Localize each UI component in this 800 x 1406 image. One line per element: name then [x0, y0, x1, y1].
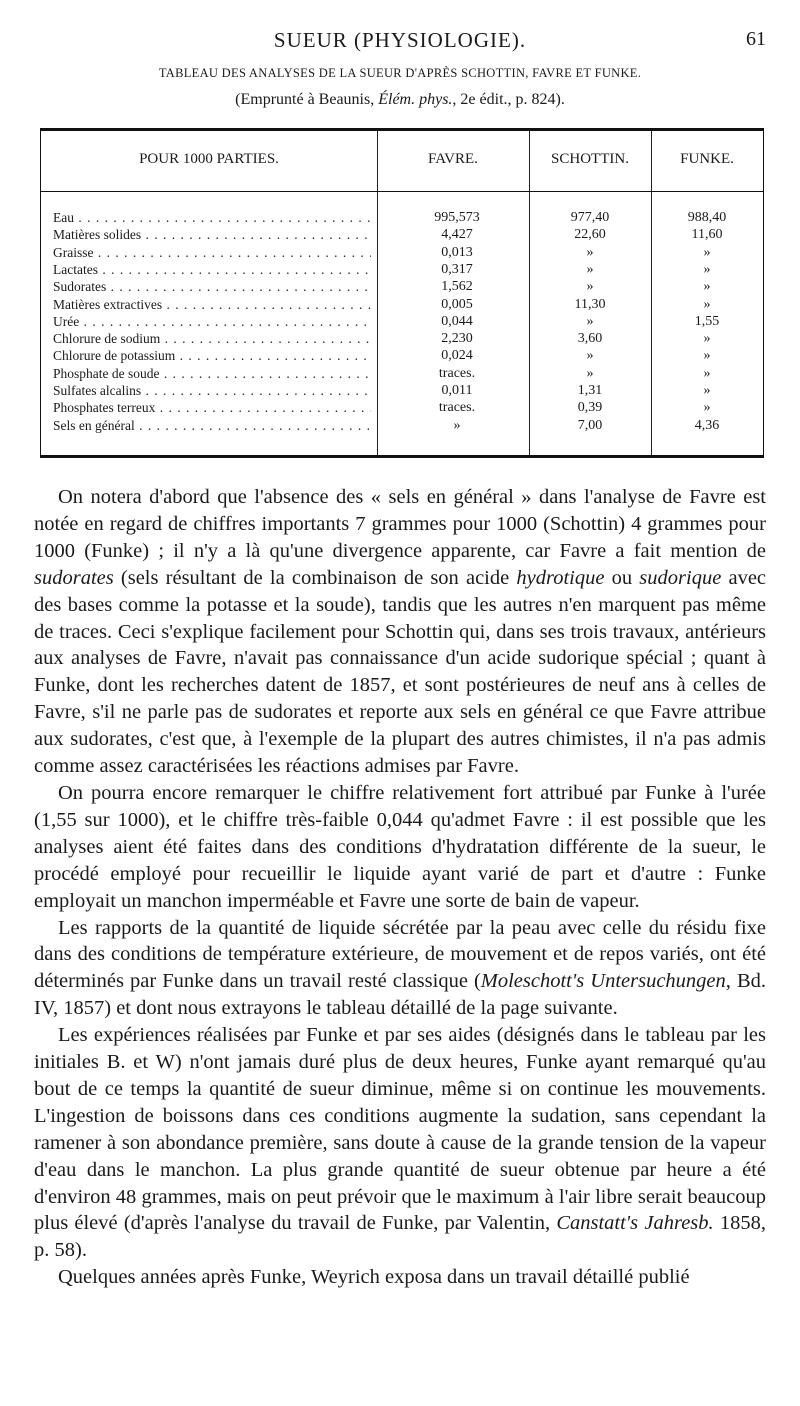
italic-term: hydrotique	[516, 566, 605, 589]
table-source-italic: Élém. phys.	[378, 91, 453, 108]
table-row	[41, 399, 763, 416]
table-row	[41, 278, 763, 295]
value-funke: »	[703, 365, 711, 381]
value-favre: 4,427	[441, 227, 473, 243]
text-run: ou	[604, 566, 640, 589]
column-header-favre: FAVRE.	[428, 151, 478, 167]
value-funke: 988,40	[687, 210, 727, 225]
row-label: Sudorates . . .	[53, 278, 371, 295]
value-schottin: 977,40	[570, 210, 610, 225]
column-header-parts: POUR 1000 PARTIES.	[139, 151, 279, 167]
value-schottin: »	[586, 313, 594, 329]
value-schottin: »	[586, 244, 594, 260]
row-label: Phosphate de soude . . .	[53, 365, 371, 382]
paragraph-4	[34, 1022, 766, 1264]
value-schottin: 3,60	[577, 331, 603, 347]
analysis-table	[40, 128, 764, 458]
value-schottin: »	[586, 261, 594, 277]
header-rule	[41, 191, 763, 192]
value-favre: 995,573	[434, 210, 480, 225]
italic-term: sudorates	[34, 566, 114, 589]
row-label: Matières extractives . . .	[53, 296, 371, 313]
value-favre: 0,024	[441, 348, 473, 364]
value-favre: traces.	[438, 365, 476, 381]
table-row	[41, 417, 763, 434]
value-favre: traces.	[438, 400, 476, 416]
table-row	[41, 226, 763, 243]
paragraph-1	[34, 484, 766, 780]
column-header-funke: FUNKE.	[680, 151, 734, 167]
value-favre: 0,013	[441, 244, 473, 260]
row-label: Chlorure de sodium . . .	[53, 330, 371, 347]
table-source-prefix: (Emprunté à Beaunis,	[235, 91, 379, 108]
table-source	[0, 91, 800, 109]
value-schottin: »	[586, 279, 594, 295]
value-favre: 1,562	[441, 279, 473, 295]
value-favre: 0,044	[441, 313, 473, 329]
table-row	[41, 209, 763, 226]
page-header	[0, 28, 800, 58]
text-run: , Bd. IV, 1857) et dont nous extrayons le tableau détaillé de la page suivante.	[34, 970, 766, 1020]
table-row	[41, 347, 763, 364]
table-source-suffix: , 2e édit., p. 824).	[452, 91, 565, 108]
running-title: SUEUR (PHYSIOLOGIE).	[273, 28, 527, 52]
value-schottin: 11,30	[574, 296, 606, 312]
text-run: Les rapports de la quantité de liquide sécrétée par la peau avec celle du résidu fixe dans des conditions de température extérieure, de mouvement et de repos variés, ont été déterminés par Funke dans un travail resté classique (	[34, 916, 766, 993]
value-schottin: »	[586, 365, 594, 381]
value-funke: »	[703, 331, 711, 347]
italic-term: sudorique	[639, 566, 722, 589]
table-row	[41, 244, 763, 261]
value-schottin: »	[586, 348, 594, 364]
value-funke: »	[703, 348, 711, 364]
paragraph-5: Quelques années après Funke, Weyrich exposa dans un travail détaillé publié	[58, 1266, 690, 1289]
row-label: Chlorure de potassium . . .	[53, 347, 371, 364]
value-funke: 1,55	[694, 313, 720, 329]
value-schottin: 1,31	[577, 383, 603, 398]
text-run: On notera d'abord que l'absence des « sels en général » dans l'analyse de Favre est notée en regard de chiffres importants 7 grammes pour 1000 (Schottin) 4 grammes pour 1000 (Funke) ; il n'y a là qu'une divergence apparente, car Favre a fait mention de	[34, 486, 766, 562]
value-funke: »	[703, 244, 711, 260]
value-schottin: 22,60	[574, 227, 606, 243]
text-run: avec des bases comme la potasse et la soude), tandis que les autres n'en marquent pas même de traces. Ceci s'explique facilement pour Schottin qui, dans ses trois travaux, antérieurs aux analyses de Favre, n'avait pas connaissance d'un acide sudorique spécial ; quant à Funke, dont les recherches datent de 1857, et sont postérieures de neuf ans à celles de Favre, s'il ne parle pas de sudorates et reporte aux sels en général ce que Favre attribue aux sudorates, c'est que, à l'exemple de la plupart des autres chimistes, il n'a pas admis comme assez caractérisées les réactions admises par Favre.	[34, 566, 767, 778]
italic-citation: Canstatt's Jahresb.	[556, 1212, 714, 1235]
row-label: Lactates . . .	[53, 261, 371, 278]
paragraph-3	[34, 915, 766, 1023]
value-funke: »	[703, 261, 711, 277]
row-label: Graisse . . .	[53, 244, 371, 261]
table-row	[41, 261, 763, 278]
text-run: (sels résultant de la combinaison de son acide	[113, 566, 517, 589]
value-favre: 0,005	[441, 296, 473, 312]
row-label: Sels en général . . .	[53, 417, 371, 434]
value-funke: »	[703, 296, 711, 312]
table-row	[41, 313, 763, 330]
value-favre: 0,011	[441, 383, 473, 398]
text-run: 1858, p. 58).	[34, 1212, 766, 1262]
body-text	[34, 484, 766, 1291]
row-label: Phosphates terreux . . .	[53, 399, 371, 416]
table-caption: TABLEAU DES ANALYSES DE LA SUEUR D'APRÈS SCHOTTIN, FAVRE ET FUNKE.	[158, 66, 642, 80]
value-funke: »	[703, 279, 711, 295]
table-row	[41, 365, 763, 382]
page-number: 61	[746, 28, 766, 50]
value-favre: 0,317	[441, 261, 473, 277]
value-funke: »	[703, 383, 711, 398]
table-row	[41, 296, 763, 313]
table-row	[41, 382, 763, 399]
value-favre: 2,230	[441, 331, 473, 347]
text-run: Les expériences réalisées par Funke et par ses aides (désignés dans le tableau par les initiales B. et W) n'ont jamais duré plus de deux heures, Funke ayant remarqué qu'au bout de ce temps la quantité de sueur diminue, même si on continue les mouvements. L'ingestion de boissons dans ces conditions augmente la sudation, sans cependant la ramener à son abondance première, sans doute à cause de la grande tension de la vapeur d'eau dans le manchon. La plus grande quantité de sueur obtenue par heure a été d'environ 48 grammes, mais on peut prévoir que le maximum à l'air libre serait beaucoup plus élevé (d'après l'analyse du travail de Funke, par Valentin,	[34, 1024, 766, 1235]
italic-citation: Moleschott's Untersuchungen	[480, 970, 726, 993]
column-header-schottin: SCHOTTIN.	[551, 151, 629, 167]
value-funke: 4,36	[694, 417, 720, 433]
table-row	[41, 330, 763, 347]
row-label: Urée . . .	[53, 313, 371, 330]
value-funke: 11,60	[691, 227, 723, 243]
row-label: Sulfates alcalins . . .	[53, 382, 371, 399]
value-schottin: 0,39	[577, 400, 603, 416]
row-label: Eau . . .	[53, 209, 371, 226]
value-favre: »	[453, 417, 461, 433]
value-funke: »	[703, 400, 711, 416]
row-label: Matières solides . . .	[53, 226, 371, 243]
value-schottin: 7,00	[577, 417, 603, 433]
paragraph-2: On pourra encore remarquer le chiffre relativement fort attribué par Funke à l'urée (1,55 sur 1000), et le chiffre très-faible 0,044 qu'admet Favre : il est possible que les analyses aient été faites dans des conditions d'hydratation différente de la sueur, le procédé employé pour recueillir le liquide ayant varié de part et d'autre : Funke employait un manchon imperméable et Favre une sorte de bain de vapeur.	[34, 781, 766, 912]
